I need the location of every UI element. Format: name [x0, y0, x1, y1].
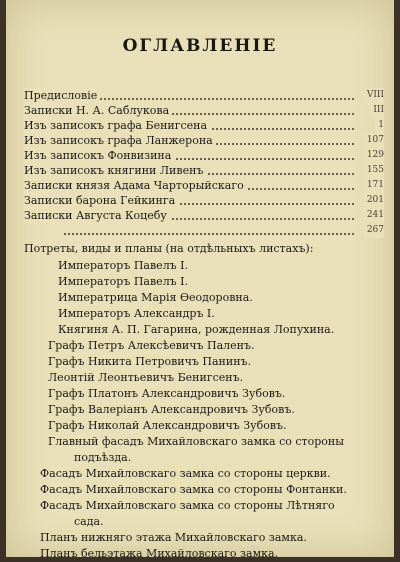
plate-entry: Фасадъ Михайловскаго замка со стороны Лѣтняго — [40, 499, 335, 512]
toc-entry — [24, 118, 384, 133]
toc-entry-page: 1 — [375, 118, 384, 133]
plate-entry: Императоръ Александръ I. — [58, 307, 215, 320]
toc-entry — [24, 88, 384, 103]
toc-entry — [24, 148, 384, 163]
plate-entry: Планъ нижняго этажа Михайловскаго замка. — [40, 531, 307, 544]
plate-entry: Императоръ Павелъ I. — [58, 275, 189, 288]
toc-entry-label: Изъ записокъ графа Ланжерона — [24, 133, 216, 148]
book-page — [6, 0, 394, 560]
plate-entry: Графъ Николай Александровичъ Зубовъ. — [48, 419, 287, 432]
toc-entry-label: Записки барона Гейкинга — [24, 193, 178, 208]
plate-entry: Императоръ Павелъ I. — [58, 259, 189, 272]
plate-entry: Главный фасадъ Михайловскаго замка со стороны — [48, 435, 345, 448]
plate-entry: сада. — [74, 515, 104, 528]
plate-entry: Планъ бельэтажа Михайловскаго замка. — [40, 547, 279, 560]
plate-entry: Графъ Никита Петровичъ Панинъ. — [48, 355, 252, 368]
toc-entry-label: Предисловіе — [24, 88, 100, 103]
plate-entry: Императрица Марія Ѳеодоровна. — [58, 291, 253, 304]
table-of-contents — [24, 88, 384, 238]
toc-entry-page: VIII — [364, 88, 384, 103]
plates-heading: Потреты, виды и планы (на отдѣльныхъ листахъ): — [24, 242, 314, 255]
toc-entry — [24, 178, 384, 193]
toc-entry — [24, 103, 384, 118]
toc-entry-label: Изъ записокъ Фонвизина — [24, 148, 174, 163]
plate-entry: Графъ Платонъ Александровичъ Зубовъ. — [48, 387, 286, 400]
plates-list — [40, 258, 380, 562]
plate-entry: Фасадъ Михайловскаго замка со стороны Фонтанки. — [40, 483, 347, 496]
toc-entry-page: 241 — [364, 208, 384, 223]
toc-entry — [24, 163, 384, 178]
toc-entry — [24, 133, 384, 148]
page-title: ОГЛАВЛЕНІЕ — [122, 36, 278, 56]
plate-entry: Княгиня А. П. Гагарина, рожденная Лопухина. — [58, 323, 335, 336]
toc-entry-label: Изъ записокъ графа Бенигсена — [24, 118, 210, 133]
toc-entry-label: Изъ записокъ княгини Ливенъ — [24, 163, 206, 178]
toc-entry-page: 155 — [364, 163, 384, 178]
toc-entry-label: Записки князя Адама Чарторыйскаго — [24, 178, 247, 193]
toc-entry-page: 267 — [364, 223, 384, 238]
toc-entry — [24, 193, 384, 208]
plate-entry: подъѣзда. — [74, 451, 132, 464]
toc-entry-label: Записки Августа Коцебу — [24, 208, 170, 223]
leader-dots — [64, 88, 354, 100]
plate-entry: Фасадъ Михайловскаго замка со стороны церкви. — [40, 467, 331, 480]
toc-entry-page: III — [370, 103, 384, 118]
toc-entry-page: 201 — [364, 193, 384, 208]
toc-entry-page: 171 — [364, 178, 384, 193]
toc-entry — [24, 223, 384, 238]
toc-entry-page: 129 — [364, 148, 384, 163]
leader-dots — [64, 223, 354, 235]
toc-entry-page: 107 — [364, 133, 384, 148]
toc-entry — [24, 208, 384, 223]
plate-entry: Леонтій Леонтьевичъ Бенигсенъ. — [48, 371, 244, 384]
toc-entry-label: Записки Н. А. Саблукова — [24, 103, 172, 118]
plate-entry: Графъ Валеріанъ Александровичъ Зубовъ. — [48, 403, 295, 416]
plate-entry: Графъ Петръ Алексѣевичъ Паленъ. — [48, 339, 255, 352]
